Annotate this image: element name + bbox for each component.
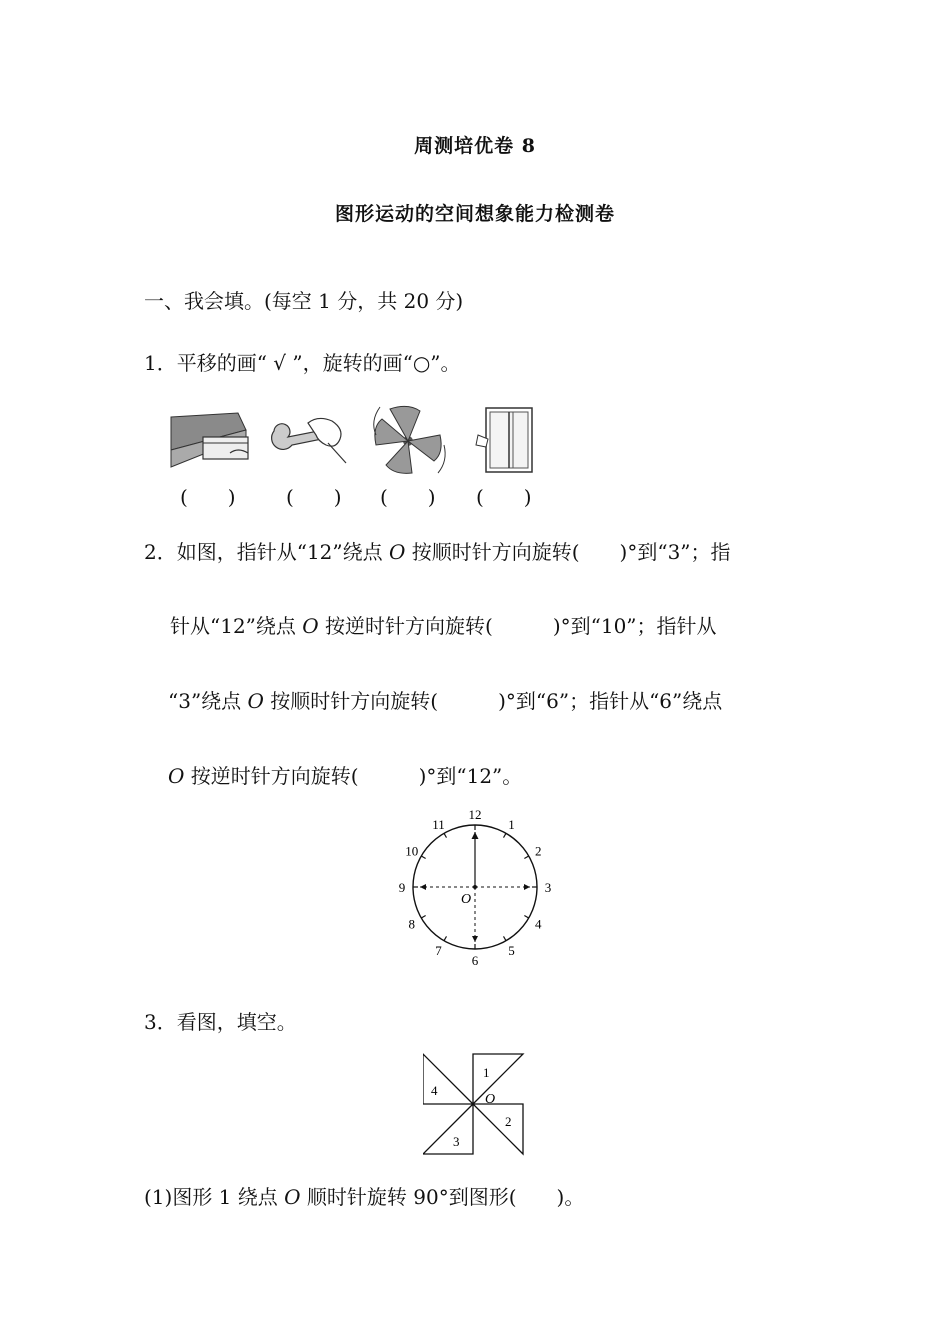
clock-tick-7 bbox=[444, 936, 447, 940]
clock-number-11: 11 bbox=[432, 816, 445, 832]
clock-number-7: 7 bbox=[435, 943, 442, 959]
clock-diagram bbox=[395, 805, 555, 970]
shape-3 bbox=[423, 1104, 473, 1154]
clock-number-6: 6 bbox=[471, 953, 479, 968]
clock-number-2: 2 bbox=[534, 843, 542, 859]
clock-number-5: 5 bbox=[508, 943, 515, 959]
clock-center-label: O bbox=[461, 892, 472, 907]
clock-number-3: 3 bbox=[544, 880, 552, 895]
page-title: 周测培优卷 8 bbox=[414, 135, 536, 157]
drawer-icon bbox=[171, 413, 248, 467]
clock-number-8: 8 bbox=[408, 916, 416, 932]
shape-label-3: 3 bbox=[453, 1134, 460, 1149]
clock-tick-11 bbox=[444, 833, 447, 837]
clock-number-4: 4 bbox=[534, 916, 542, 932]
question-1-pictures bbox=[168, 405, 548, 480]
shape-2 bbox=[473, 1104, 523, 1154]
answer-blank-2[interactable]: ( ) bbox=[286, 485, 342, 509]
clock-tick-5 bbox=[504, 936, 507, 940]
question-2-line-3: “3”绕点 O 按顺时针方向旋转( )°到“6”；指针从“6”绕点 bbox=[168, 689, 723, 713]
question-2-line-4: O 按逆时针方向旋转( )°到“12”。 bbox=[168, 764, 523, 788]
clock-number-9: 9 bbox=[398, 880, 406, 895]
section-heading: 一、我会填。(每空 1 分，共 20 分) bbox=[144, 289, 464, 313]
clock-number-12: 12 bbox=[468, 807, 482, 822]
answer-blank-4[interactable]: ( ) bbox=[476, 485, 532, 509]
fan-icon bbox=[374, 406, 445, 473]
clock-center bbox=[473, 885, 477, 889]
shape-label-2: 2 bbox=[505, 1114, 512, 1129]
clock-tick-8 bbox=[421, 916, 425, 919]
clock-number-1: 1 bbox=[508, 816, 515, 832]
question-2-line-2: 针从“12”绕点 O 按逆时针方向旋转( )°到“10”；指针从 bbox=[170, 614, 717, 638]
pinwheel-figure bbox=[423, 1052, 527, 1158]
clock-number-10: 10 bbox=[405, 843, 419, 859]
window-icon bbox=[476, 408, 532, 472]
question-3-text: 3．看图，填空。 bbox=[144, 1010, 297, 1034]
question-1-text: 1．平移的画“ √ ”，旋转的画“○”。 bbox=[144, 351, 461, 375]
question-2-line-1: 2．如图，指针从“12”绕点 O 按顺时针方向旋转( )°到“3”；指 bbox=[144, 540, 731, 564]
clock-tick-4 bbox=[524, 916, 528, 919]
clock-tick-1 bbox=[504, 833, 507, 837]
shape-label-4: 4 bbox=[431, 1083, 438, 1098]
clock-tick-10 bbox=[421, 856, 425, 859]
answer-blank-3[interactable]: ( ) bbox=[380, 485, 436, 509]
clock-tick-2 bbox=[524, 856, 528, 859]
page-subtitle: 图形运动的空间想象能力检测卷 bbox=[334, 203, 615, 225]
shape-label-1: 1 bbox=[483, 1065, 490, 1080]
wrench-icon bbox=[272, 418, 346, 463]
pinwheel-center-label: O bbox=[485, 1092, 496, 1107]
shape-1 bbox=[473, 1054, 523, 1104]
answer-blank-1[interactable]: ( ) bbox=[180, 485, 236, 509]
question-3-sub-1: (1)图形 1 绕点 O 顺时针旋转 90°到图形( )。 bbox=[144, 1185, 585, 1209]
